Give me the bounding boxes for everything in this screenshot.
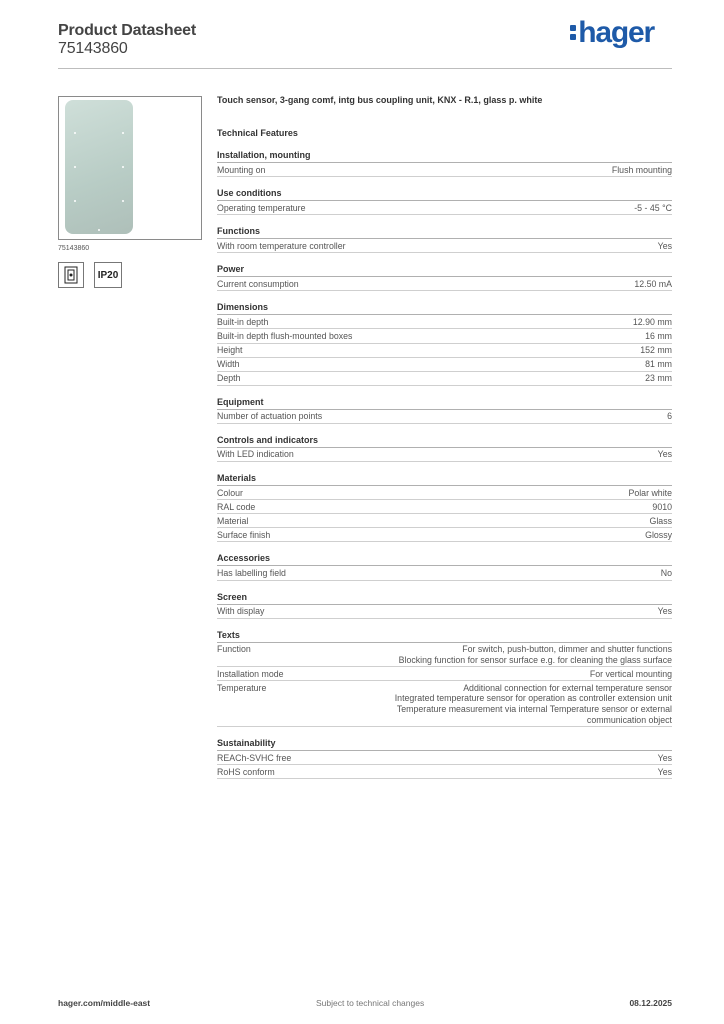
spec-row bbox=[217, 514, 672, 528]
header-divider bbox=[58, 68, 672, 69]
spec-label: RoHS conform bbox=[217, 766, 275, 777]
spec-label: With room temperature controller bbox=[217, 240, 346, 251]
spec-row bbox=[217, 448, 672, 462]
spec-section bbox=[217, 150, 672, 177]
spec-value bbox=[658, 241, 672, 252]
spec-value-line: No bbox=[660, 567, 672, 578]
spec-value-line: For vertical mounting bbox=[589, 668, 672, 679]
footer-website-link[interactable]: hager.com/middle-east bbox=[58, 998, 151, 1008]
spec-section bbox=[217, 226, 672, 253]
spec-label: Material bbox=[217, 515, 249, 526]
spec-value bbox=[652, 502, 672, 513]
spec-row bbox=[217, 605, 672, 619]
spec-value-line: Glossy bbox=[645, 529, 672, 540]
section-title: Texts bbox=[217, 630, 672, 643]
spec-row bbox=[217, 410, 672, 424]
spec-label: Function bbox=[217, 644, 251, 655]
section-title: Sustainability bbox=[217, 738, 672, 751]
spec-value bbox=[667, 411, 672, 422]
spec-row bbox=[217, 163, 672, 177]
spec-label: Height bbox=[217, 345, 243, 356]
spec-value bbox=[661, 568, 672, 579]
spec-value-line: 9010 bbox=[652, 501, 672, 512]
spec-section bbox=[217, 264, 672, 291]
spec-row bbox=[217, 277, 672, 291]
spec-row bbox=[217, 239, 672, 253]
spec-value-line: 16 mm bbox=[645, 330, 672, 341]
spec-row bbox=[217, 201, 672, 215]
product-sidebar bbox=[58, 96, 204, 288]
spec-row bbox=[217, 486, 672, 500]
spec-row bbox=[217, 681, 672, 727]
spec-section bbox=[217, 397, 672, 424]
spec-value-line: 152 mm bbox=[640, 345, 672, 356]
spec-label: Depth bbox=[217, 373, 241, 384]
logo-text: hager bbox=[578, 16, 654, 49]
spec-row bbox=[217, 329, 672, 343]
spec-label: Temperature bbox=[217, 682, 267, 693]
product-image bbox=[58, 96, 202, 240]
spec-label: Built-in depth bbox=[217, 316, 269, 327]
section-title: Power bbox=[217, 264, 672, 277]
spec-value-line: For switch, push-button, dimmer and shutter functions bbox=[462, 644, 672, 655]
spec-value-line: Additional connection for external temperature sensor bbox=[463, 682, 672, 693]
spec-value bbox=[645, 530, 672, 541]
product-description: Touch sensor, 3-gang comf, intg bus coupling unit, KNX - R.1, glass p. white bbox=[217, 95, 543, 105]
spec-value bbox=[645, 373, 672, 384]
section-title: Installation, mounting bbox=[217, 150, 672, 163]
spec-value bbox=[640, 345, 672, 356]
image-caption: 75143860 bbox=[58, 245, 90, 252]
spec-value bbox=[658, 767, 672, 778]
spec-value bbox=[590, 669, 672, 680]
spec-value bbox=[645, 359, 672, 370]
product-code: 75143860 bbox=[58, 40, 128, 57]
spec-label: Surface finish bbox=[217, 529, 271, 540]
spec-value-line: Blocking function for sensor surface e.g. for cleaning the glass surface bbox=[398, 654, 672, 665]
spec-section bbox=[217, 473, 672, 542]
spec-label: Width bbox=[217, 359, 240, 370]
spec-value bbox=[658, 449, 672, 460]
spec-value bbox=[612, 165, 672, 176]
spec-section bbox=[217, 435, 672, 462]
ip20-badge: IP20 bbox=[94, 262, 122, 288]
spec-value-line: 12.50 mA bbox=[634, 278, 672, 289]
technical-features-title: Technical Features bbox=[217, 128, 298, 138]
spec-column bbox=[217, 94, 672, 790]
spec-row bbox=[217, 358, 672, 372]
spec-row bbox=[217, 643, 672, 668]
spec-value-line: Temperature measurement via internal Temperature sensor or external communication object bbox=[396, 704, 672, 725]
spec-row bbox=[217, 751, 672, 765]
footer-date: 08.12.2025 bbox=[629, 998, 672, 1008]
spec-label: Colour bbox=[217, 487, 243, 498]
spec-value-line: 6 bbox=[667, 411, 672, 422]
spec-value-line: 23 mm bbox=[645, 373, 672, 384]
spec-value bbox=[362, 683, 672, 725]
spec-value-line: 81 mm bbox=[645, 359, 672, 370]
spec-label: Current consumption bbox=[217, 278, 299, 289]
spec-value bbox=[399, 644, 672, 665]
spec-label: RAL code bbox=[217, 501, 256, 512]
section-title: Functions bbox=[217, 226, 672, 239]
spec-label: With LED indication bbox=[217, 449, 294, 460]
badge-row bbox=[58, 262, 204, 288]
spec-row bbox=[217, 315, 672, 329]
spec-row bbox=[217, 667, 672, 681]
spec-section bbox=[217, 592, 672, 619]
section-title: Dimensions bbox=[217, 302, 672, 315]
spec-value-line: Glass bbox=[649, 515, 672, 526]
spec-value bbox=[658, 753, 672, 764]
spec-value bbox=[650, 516, 673, 527]
spec-value bbox=[658, 606, 672, 617]
spec-section bbox=[217, 188, 672, 215]
spec-label: With display bbox=[217, 606, 265, 616]
spec-label: Built-in depth flush-mounted boxes bbox=[217, 330, 353, 341]
spec-row bbox=[217, 344, 672, 358]
section-title: Use conditions bbox=[217, 188, 672, 201]
spec-label: Installation mode bbox=[217, 668, 284, 679]
spec-value bbox=[628, 488, 672, 499]
spec-section bbox=[217, 630, 672, 728]
spec-label: Operating temperature bbox=[217, 202, 306, 213]
flush-mount-box-icon bbox=[58, 262, 84, 288]
section-title: Accessories bbox=[217, 553, 672, 566]
spec-row bbox=[217, 528, 672, 542]
spec-row bbox=[217, 500, 672, 514]
spec-section bbox=[217, 553, 672, 580]
page-title: Product Datasheet bbox=[58, 22, 196, 39]
touch-panel-illustration bbox=[65, 100, 133, 234]
spec-label: Mounting on bbox=[217, 164, 266, 175]
spec-value-line: Polar white bbox=[628, 487, 672, 498]
spec-value bbox=[634, 203, 672, 214]
spec-label: Number of actuation points bbox=[217, 411, 323, 422]
spec-value-line: Yes bbox=[657, 752, 672, 763]
spec-value-line: Yes bbox=[657, 766, 672, 777]
spec-value bbox=[633, 317, 672, 328]
hager-logo bbox=[570, 16, 654, 50]
logo-dots-icon bbox=[570, 24, 576, 42]
spec-sections bbox=[217, 150, 672, 779]
spec-value bbox=[645, 331, 672, 342]
spec-value-line: Yes bbox=[657, 606, 672, 616]
section-title: Controls and indicators bbox=[217, 435, 672, 448]
spec-value-line: Yes bbox=[657, 449, 672, 460]
spec-row bbox=[217, 765, 672, 779]
spec-value-line: -5 - 45 °C bbox=[634, 202, 672, 213]
spec-section bbox=[217, 302, 672, 385]
section-title: Materials bbox=[217, 473, 672, 486]
spec-value-line: 12.90 mm bbox=[632, 316, 672, 327]
spec-value-line: Flush mounting bbox=[611, 164, 672, 175]
section-title: Equipment bbox=[217, 397, 672, 410]
footer-note: Subject to technical changes bbox=[316, 998, 425, 1008]
spec-value-line: Integrated temperature sensor for operation as controller extension unit bbox=[394, 693, 672, 704]
page-header bbox=[58, 22, 196, 58]
spec-label: REACh-SVHC free bbox=[217, 752, 292, 763]
spec-section bbox=[217, 738, 672, 779]
spec-value bbox=[634, 279, 672, 290]
spec-row bbox=[217, 566, 672, 580]
spec-row bbox=[217, 372, 672, 386]
spec-value-line: Yes bbox=[657, 240, 672, 251]
section-title: Screen bbox=[217, 592, 672, 605]
spec-label: Has labelling field bbox=[217, 567, 286, 578]
